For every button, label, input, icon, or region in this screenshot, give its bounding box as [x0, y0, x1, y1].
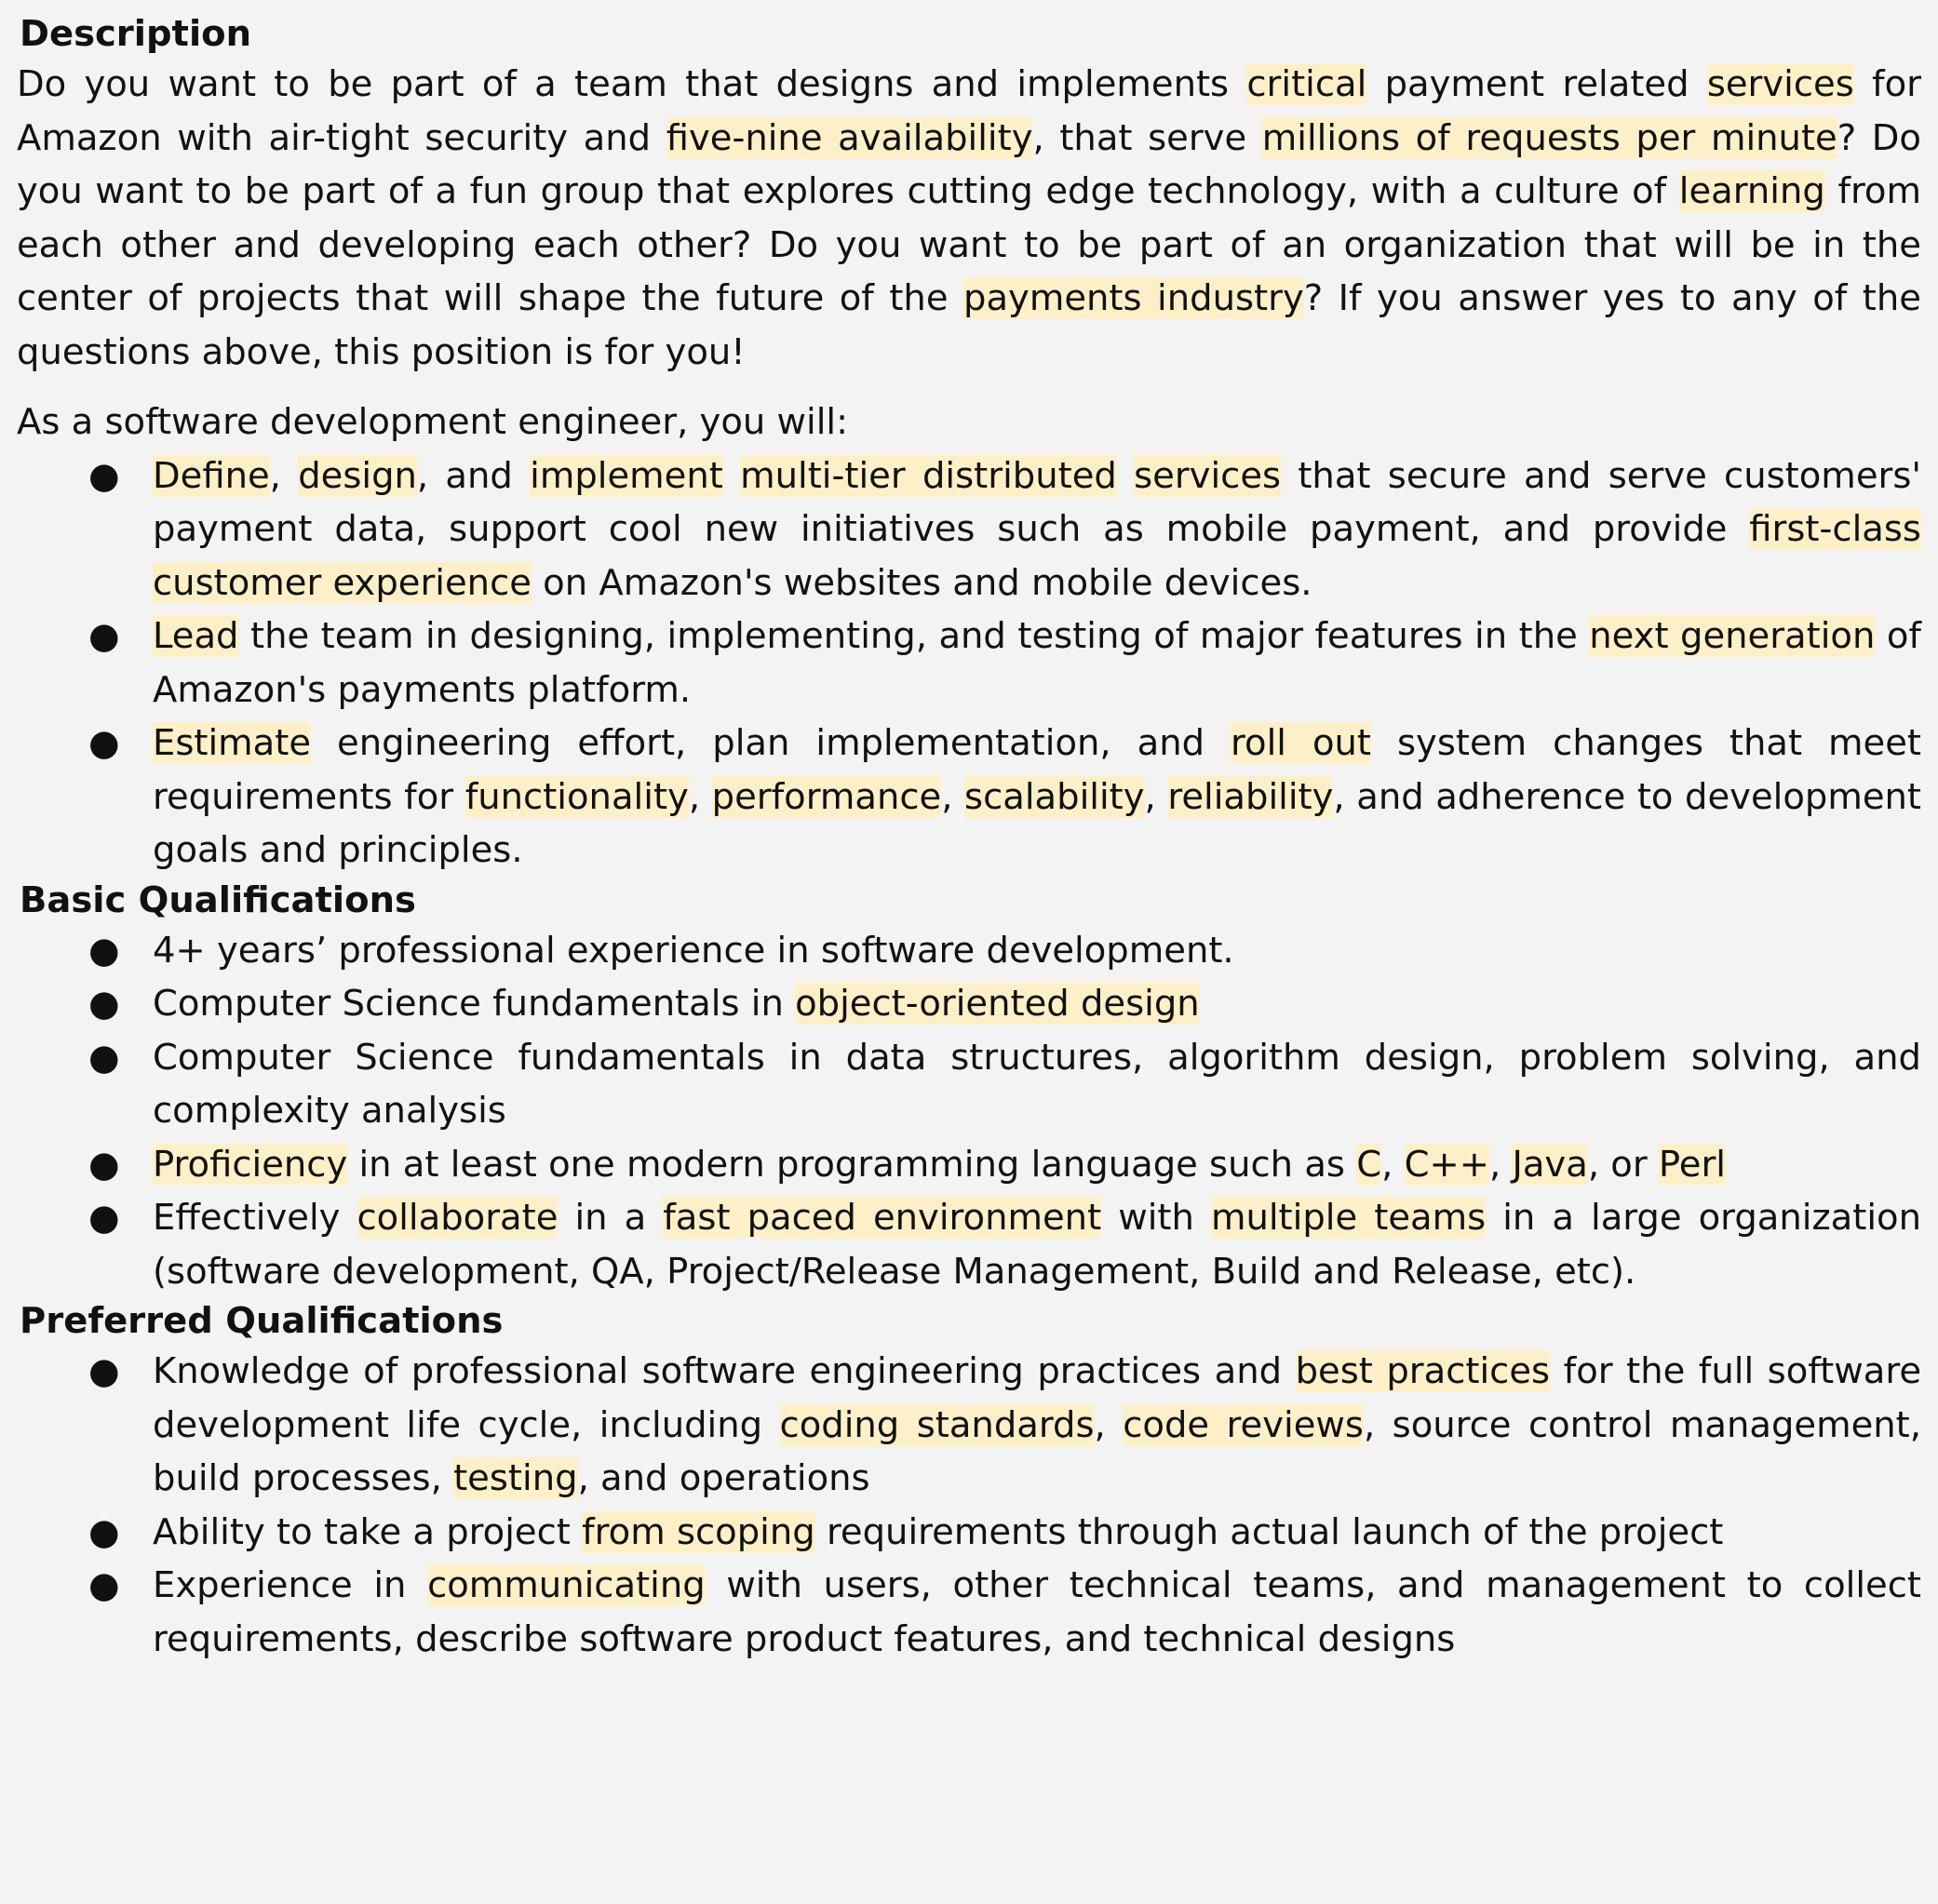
list-item [88, 1345, 1922, 1506]
text-run: of Amazon's payments platform. [153, 615, 1921, 711]
preferred-qualifications-list [17, 1345, 1921, 1666]
list-item [88, 1506, 1921, 1560]
text-run: , that serve [1032, 116, 1262, 159]
text-run: with users, other technical teams, and management to collect requirements, describe software product features, and technical designs [153, 1564, 1921, 1660]
highlighted-term: roll out [1231, 722, 1372, 764]
text-run [1117, 455, 1134, 497]
highlighted-term: multi-tier distributed [740, 454, 1117, 497]
highlighted-term: learning [1678, 170, 1825, 212]
highlighted-term: Lead [153, 615, 239, 657]
bullet-icon: ● [88, 1510, 120, 1553]
highlighted-term: C++ [1404, 1143, 1489, 1186]
basic-qualifications-heading: Basic Qualifications [20, 878, 416, 921]
responsibilities-intro: As a software development engineer, you will: [17, 401, 849, 443]
highlighted-term: critical [1246, 63, 1367, 105]
text-run: , and adherence to development goals and principles. [153, 775, 1922, 871]
list-item [88, 1031, 1921, 1138]
text-run: Computer Science fundamentals in [153, 983, 796, 1025]
text-run: the team in designing, implementing, and testing of major features in the [238, 615, 1590, 657]
text-run [723, 455, 740, 497]
bullet-icon: ● [88, 1350, 120, 1392]
bullet-icon: ● [88, 1197, 120, 1239]
description-heading: Description [20, 13, 252, 55]
text-run: , or [1587, 1143, 1659, 1186]
bullet-icon: ● [88, 1143, 120, 1186]
highlighted-term: millions of requests per minute [1261, 116, 1837, 159]
text-run: from each other and developing each other? Do you want to be part of an organization that will be in the center of projects that will shape the future of the [17, 170, 1921, 319]
highlighted-term: from scoping [582, 1510, 815, 1553]
text-run: , and operations [577, 1457, 870, 1499]
text-run: , [1094, 1403, 1124, 1446]
text-run: engineering effort, plan implementation, and [311, 722, 1231, 764]
highlighted-term: coding standards [779, 1403, 1095, 1446]
list-item [88, 977, 1921, 1031]
text-run: system changes that meet requirements for [153, 722, 1921, 818]
text-run: , [688, 775, 712, 818]
highlighted-term: performance [711, 775, 942, 818]
highlighted-term: C [1356, 1143, 1382, 1186]
highlighted-term: testing [453, 1457, 578, 1499]
highlighted-term: reliability [1167, 775, 1334, 818]
highlighted-term: Estimate [153, 722, 312, 764]
list-item [88, 1138, 1921, 1192]
responsibilities-list [17, 449, 1921, 878]
highlighted-term: scalability [964, 775, 1145, 818]
bullet-icon: ● [88, 983, 120, 1025]
text-run: 4+ years’ professional experience in software development. [153, 929, 1234, 972]
list-item [88, 1191, 1921, 1298]
bullet-icon: ● [88, 454, 120, 497]
text-run: Knowledge of professional software engineering practices and [153, 1350, 1296, 1392]
text-run: , and [416, 454, 531, 497]
basic-qualifications-list [17, 924, 1921, 1299]
highlighted-term: code reviews [1123, 1403, 1364, 1446]
highlighted-term: services [1706, 63, 1854, 105]
text-run: requirements through actual launch of the project [814, 1510, 1724, 1553]
list-item [88, 717, 1922, 878]
highlighted-term: implement [530, 454, 723, 497]
text-run: , [941, 775, 965, 818]
text-run: , [269, 454, 299, 497]
highlighted-term: five-nine availability [666, 116, 1033, 159]
highlighted-term: Java [1512, 1143, 1588, 1186]
highlighted-term: communicating [427, 1564, 706, 1606]
text-run: for the full software development life cycle, including [153, 1350, 1922, 1446]
text-run: with [1101, 1197, 1211, 1239]
text-run: Effectively [153, 1197, 357, 1239]
list-item [88, 610, 1921, 717]
text-run: ? Do you want to be part of a fun group that explores cutting edge technology, with a culture of [17, 116, 1921, 212]
text-run: ? If you answer yes to any of the questions above, this position is for you! [17, 277, 1921, 373]
highlighted-term: functionality [464, 775, 689, 818]
highlighted-term: first-class customer experience [153, 508, 1921, 604]
text-run: payment related [1366, 63, 1707, 105]
description-paragraph [17, 58, 1921, 379]
text-run: in at least one modern programming language such as [347, 1143, 1357, 1186]
text-run: that secure and serve customers' payment data, support cool new initiatives such as mobile payment, and provide [153, 454, 1921, 550]
text-run: Ability to take a project [153, 1510, 583, 1553]
bullet-icon: ● [88, 1036, 120, 1079]
highlighted-term: payments industry [963, 277, 1304, 319]
list-item [88, 1559, 1921, 1666]
text-run: in a [558, 1197, 664, 1239]
highlighted-term: fast paced environment [663, 1197, 1102, 1239]
text-run: Experience in [153, 1564, 428, 1606]
text-run: , [1489, 1143, 1513, 1186]
text-run: on Amazon's websites and mobile devices. [531, 561, 1312, 604]
highlighted-term: design [298, 454, 417, 497]
text-run: for Amazon with air-tight security and [17, 63, 1921, 159]
bullet-icon: ● [88, 929, 120, 972]
highlighted-term: multiple teams [1210, 1197, 1487, 1239]
text-run: Computer Science fundamentals in data structures, algorithm design, problem solving, and complexity analysis [153, 1036, 1921, 1132]
highlighted-term: object-oriented design [795, 983, 1200, 1025]
bullet-icon: ● [88, 722, 120, 764]
highlighted-term: next generation [1589, 615, 1876, 657]
highlighted-term: services [1134, 454, 1282, 497]
bullet-icon: ● [88, 615, 120, 657]
highlighted-term: Define [153, 454, 270, 497]
highlighted-term: collaborate [357, 1197, 559, 1239]
list-item [88, 924, 1921, 978]
highlighted-term: Perl [1658, 1143, 1726, 1186]
text-run: , [1144, 775, 1168, 818]
list-item [88, 449, 1921, 610]
text-run: , [1381, 1143, 1405, 1186]
text-run: in a large organization (software development, QA, Project/Release Management, Build and Release, etc). [153, 1197, 1921, 1293]
preferred-qualifications-heading: Preferred Qualifications [20, 1300, 504, 1342]
highlighted-term: Proficiency [153, 1143, 348, 1186]
text-run: Do you want to be part of a team that designs and implements [17, 63, 1247, 105]
text-run: , source control management, build processes, [153, 1403, 1922, 1499]
bullet-icon: ● [88, 1564, 120, 1606]
highlighted-term: best practices [1295, 1350, 1551, 1392]
